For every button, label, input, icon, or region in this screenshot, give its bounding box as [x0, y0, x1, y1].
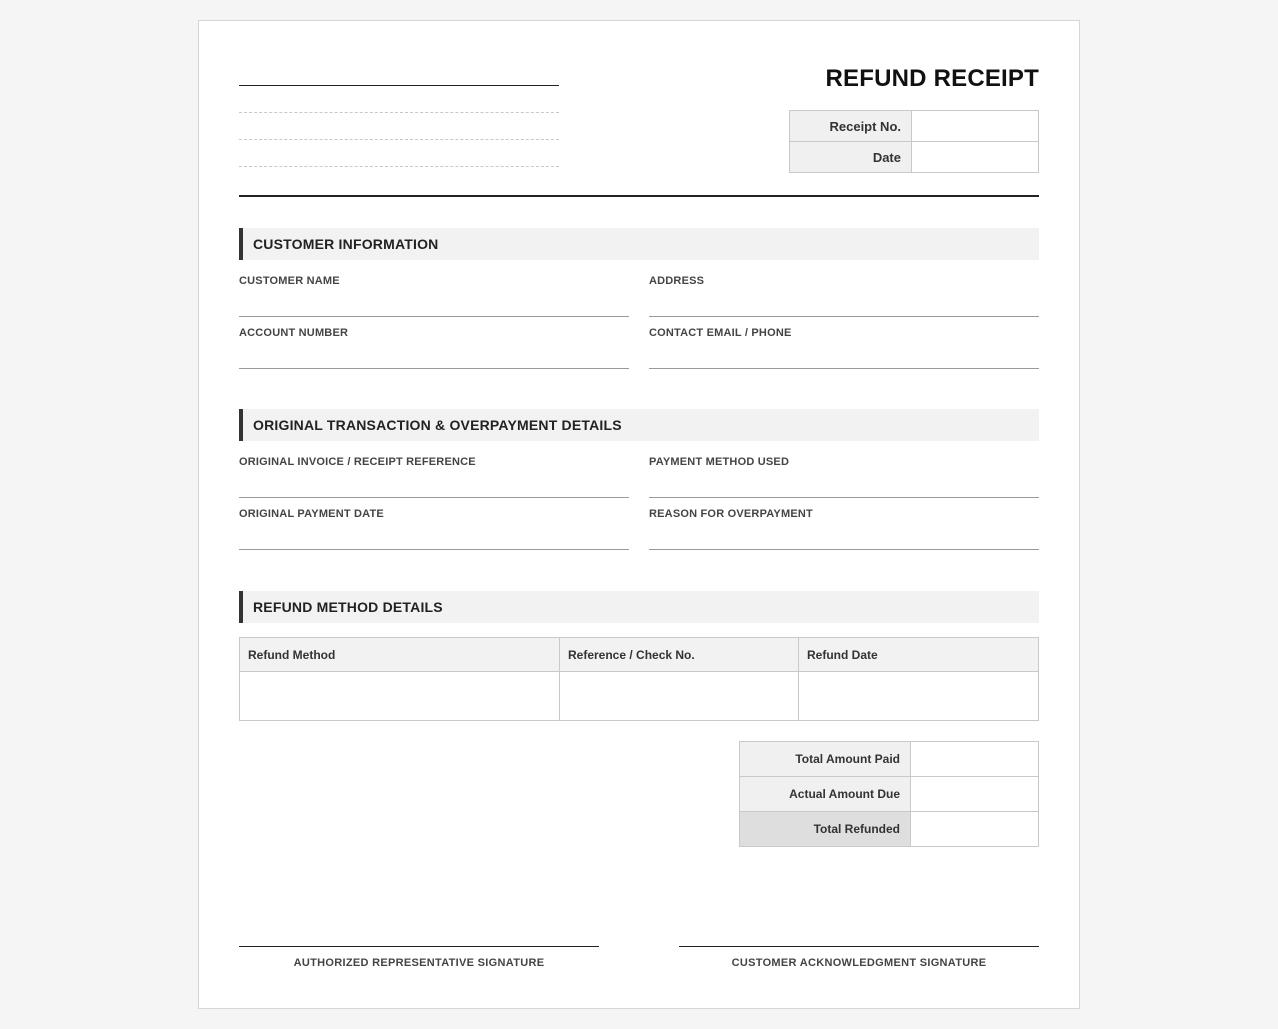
address-label: ADDRESS — [649, 275, 705, 287]
account-number-label: ACCOUNT NUMBER — [239, 327, 349, 339]
customer-name-label: CUSTOMER NAME — [239, 275, 340, 287]
section-header-transaction: ORIGINAL TRANSACTION & OVERPAYMENT DETAILS — [239, 409, 1039, 441]
document-title: REFUND RECEIPT — [825, 65, 1039, 92]
table-header-row — [240, 638, 1039, 672]
receipt-date-row — [790, 142, 1039, 173]
receipt-number-value[interactable] — [912, 111, 1039, 142]
customer-signature-line[interactable] — [679, 946, 1039, 971]
total-refunded-value[interactable] — [911, 812, 1039, 847]
column-header-refund-method: Refund Method — [240, 638, 560, 672]
company-address-line-2 — [239, 139, 559, 140]
receipt-meta-table — [789, 110, 1039, 173]
contact-field[interactable] — [649, 327, 1039, 369]
section-header-refund: REFUND METHOD DETAILS — [239, 591, 1039, 623]
amount-due-value[interactable] — [911, 777, 1039, 812]
receipt-date-value[interactable] — [912, 142, 1039, 173]
total-paid-row — [740, 742, 1039, 777]
refund-method-cell[interactable] — [240, 672, 560, 721]
refund-method-table — [239, 637, 1039, 721]
account-number-field[interactable] — [239, 327, 629, 369]
representative-signature-line[interactable] — [239, 946, 599, 971]
overpayment-reason-label: REASON FOR OVERPAYMENT — [649, 508, 813, 520]
address-field[interactable] — [649, 275, 1039, 317]
table-row — [240, 672, 1039, 721]
totals-table — [739, 741, 1039, 847]
overpayment-reason-field[interactable] — [649, 508, 1039, 550]
section-header-customer: CUSTOMER INFORMATION — [239, 228, 1039, 260]
total-paid-label: Total Amount Paid — [740, 742, 911, 777]
reference-cell[interactable] — [560, 672, 799, 721]
contact-label: CONTACT EMAIL / PHONE — [649, 327, 792, 339]
company-address-line-3 — [239, 166, 559, 167]
company-address-line-1 — [239, 112, 559, 113]
column-header-refund-date: Refund Date — [799, 638, 1039, 672]
payment-method-label: PAYMENT METHOD USED — [649, 456, 790, 468]
customer-signature-label: CUSTOMER ACKNOWLEDGMENT SIGNATURE — [731, 957, 987, 969]
total-refunded-label: Total Refunded — [740, 812, 911, 847]
original-payment-date-field[interactable] — [239, 508, 629, 550]
original-reference-label: ORIGINAL INVOICE / RECEIPT REFERENCE — [239, 456, 476, 468]
representative-signature-label: AUTHORIZED REPRESENTATIVE SIGNATURE — [293, 957, 545, 969]
header-divider — [239, 195, 1039, 197]
refund-date-cell[interactable] — [799, 672, 1039, 721]
company-name-line — [239, 85, 559, 86]
column-header-reference: Reference / Check No. — [560, 638, 799, 672]
amount-due-label: Actual Amount Due — [740, 777, 911, 812]
total-paid-value[interactable] — [911, 742, 1039, 777]
receipt-date-label: Date — [790, 142, 912, 173]
payment-method-field[interactable] — [649, 456, 1039, 498]
total-refunded-row — [740, 812, 1039, 847]
original-payment-date-label: ORIGINAL PAYMENT DATE — [239, 508, 384, 520]
customer-name-field[interactable] — [239, 275, 629, 317]
receipt-page — [198, 20, 1080, 1009]
amount-due-row — [740, 777, 1039, 812]
receipt-number-row — [790, 111, 1039, 142]
original-reference-field[interactable] — [239, 456, 629, 498]
receipt-number-label: Receipt No. — [790, 111, 912, 142]
